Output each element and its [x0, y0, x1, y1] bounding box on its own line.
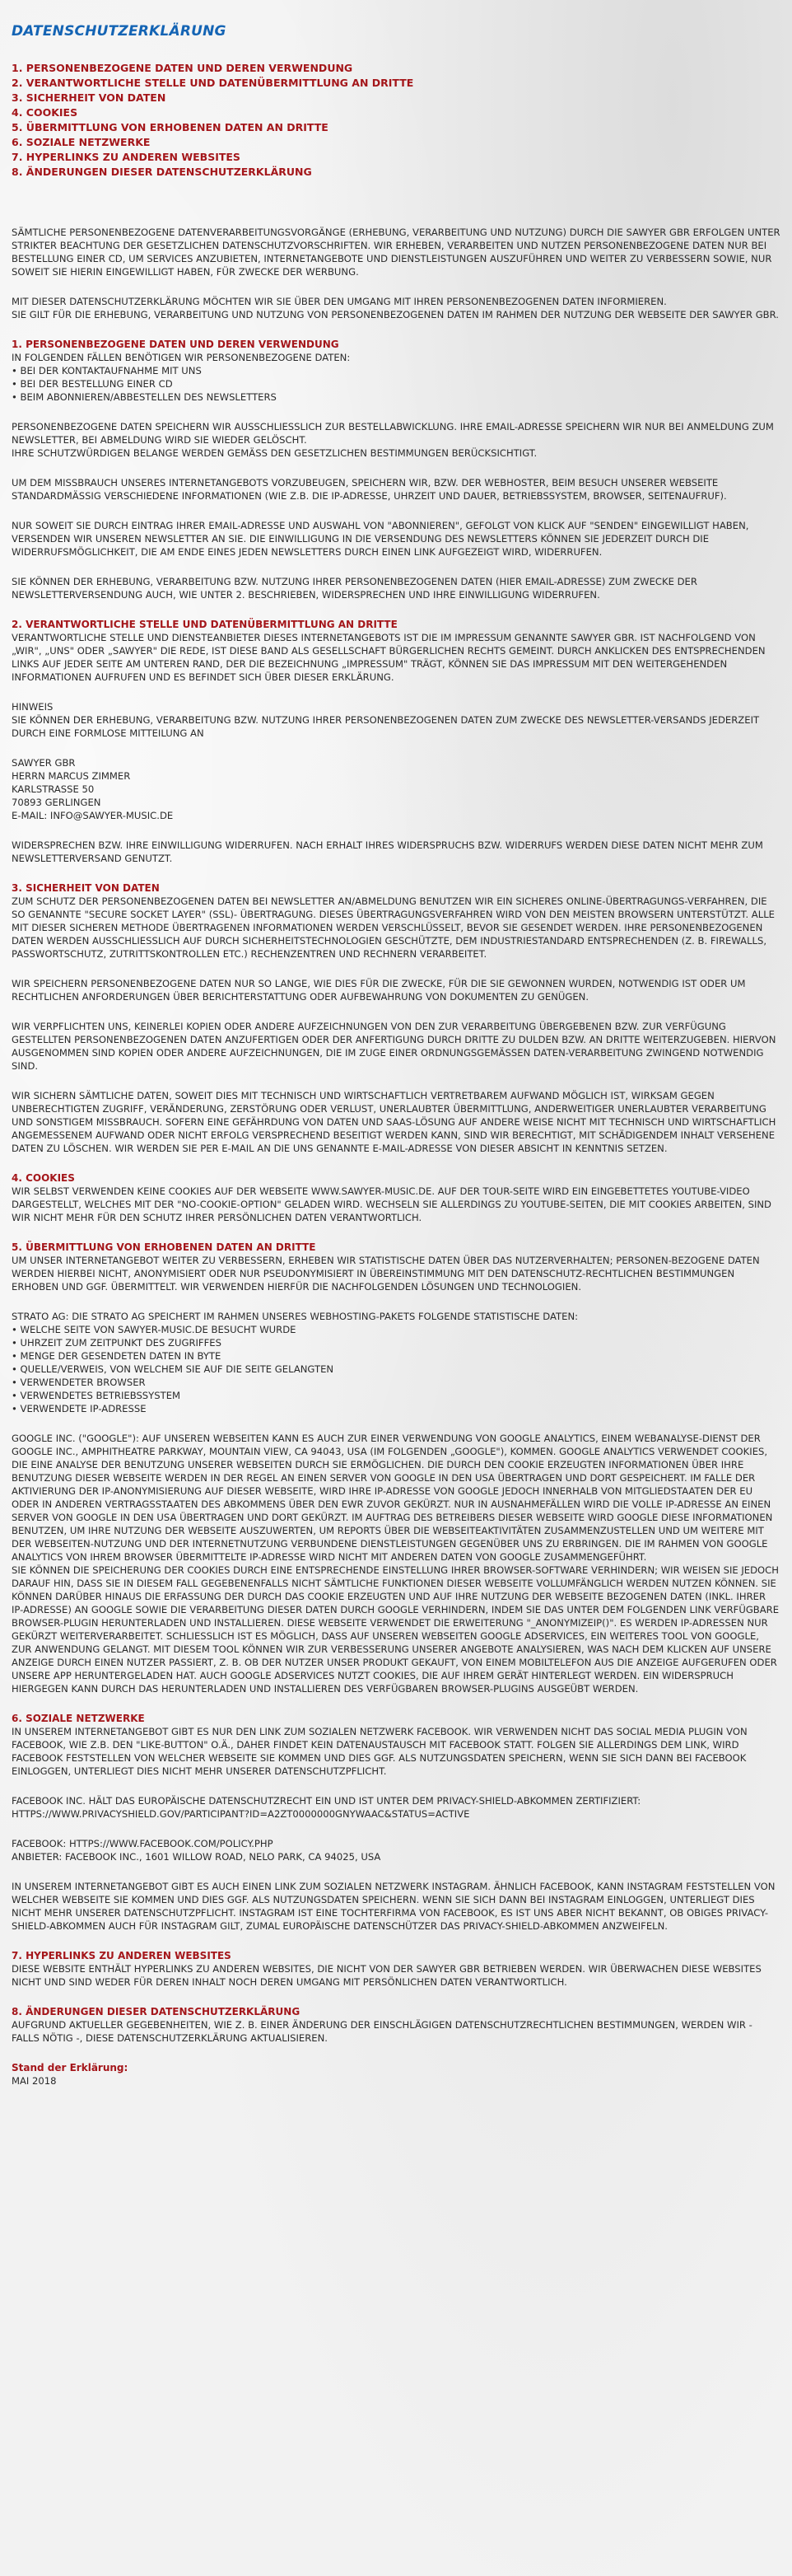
section-text: AUFGRUND AKTUELLER GEGEBENHEITEN, WIE Z. B. EINER ÄNDERUNG DER EINSCHLÄGIGEN DATENSCHUTZRECHTLICHEN BESTIMMUNGEN, WERDEN WIR - FALLS NÖTIG -, DIESE DATENSCHUTZERKLÄRUNG AKTUALISIEREN. [12, 2019, 752, 2044]
intro-text: SÄMTLICHE PERSONENBEZOGENE DATENVERARBEITUNGSVORGÄNGE (ERHEBUNG, VERARBEITUNG UND NUTZUNG) DURCH DIE SAWYER GBR ERFOLGEN UNTER STRIKTER BEACHTUNG DER GESETZLICHEN DATENSCHUTZVORSCHRIFTEN. WIR ERHEBEN, VERARBEITEN UND NUTZEN PERSONENBEZOGENE DATEN NUR BEI BESTELLUNG EINER CD, UM SERVICES ANZUBIETEN, INTERNETANGEBOTE UND DIENSTLEISTUNGEN AUSZUFÜHREN UND WEITER ZU VERBESSERN SOWIE, NUR SOWEIT SIE HIERIN EINGEWILLIGT HABEN, FÜR ZWECKE DER WERBUNG. [12, 227, 780, 278]
intro-paragraph-1 [12, 226, 780, 278]
address-line: HERRN MARCUS ZIMMER [12, 770, 131, 782]
list-item: • QUELLE/VERWEIS, VON WELCHEM SIE AUF DIE SEITE GELANGTEN [12, 1363, 780, 1376]
table-of-contents [12, 61, 780, 180]
toc-item-cookies[interactable]: 4. COOKIES [12, 106, 78, 119]
intro-paragraph-2 [12, 295, 780, 321]
section-data-security [12, 881, 780, 961]
section-text: NUR SOWEIT SIE DURCH EINTRAG IHRER EMAIL-ADRESSE UND AUSWAHL VON "ABONNIEREN", GEFOLGT VON KLICK AUF "SENDEN" EINGEWILLIGT HABEN, VERSENDEN WIR UNSEREN NEWSLETTER AN SIE. DIE EINWILLIGUNG IN DIE VERSENDUNG DES NEWSLETTERS KÖNNEN SIE JEDERZEIT DURCH DIE WIDERRUFSMÖGLICHKEIT, DIE AM ENDE EINES JEDEN NEWSLETTERS DURCH EINEN LINK AUFGEZEIGT WIRD, WIDERRUFEN. [12, 520, 749, 558]
toc-item-data-security[interactable]: 3. SICHERHEIT VON DATEN [12, 91, 166, 104]
toc-item-changes[interactable]: 8. ÄNDERUNGEN DIESER DATENSCHUTZERKLÄRUNG [12, 166, 312, 178]
section-heading: 3. SICHERHEIT VON DATEN [12, 882, 160, 894]
section-text: PERSONENBEZOGENE DATEN SPEICHERN WIR AUSSCHLIESSLICH ZUR BESTELLABWICKLUNG. IHRE EMAIL-ADRESSE SPEICHERN WIR NUR BEI ANMELDUNG ZUM NEWSLETTER, BEI ABMELDUNG WIRD SIE WIEDER GELÖSCHT. IHRE SCHUTZWÜRDIGEN BELANGE WERDEN GEMÄSS DEN GESETZLICHEN BESTIMMUNGEN BERÜCKSICHTIGT. [12, 421, 774, 459]
stand-value: MAI 2018 [12, 2075, 57, 2087]
stand-label: Stand der Erklärung: [12, 2062, 128, 2073]
section-heading: 5. ÜBERMITTLUNG VON ERHOBENEN DATEN AN DRITTE [12, 1241, 316, 1253]
list-item: • VERWENDETES BETRIEBSSYSTEM [12, 1389, 780, 1402]
hinweis-label: HINWEIS [12, 701, 54, 713]
strato-block [12, 1310, 780, 1415]
section-heading: 2. VERANTWORTLICHE STELLE UND DATENÜBERMITTLUNG AN DRITTE [12, 619, 398, 630]
bullet-list [12, 364, 780, 404]
section-text: WIR SPEICHERN PERSONENBEZOGENE DATEN NUR SO LANGE, WIE DIES FÜR DIE ZWECKE, FÜR DIE SIE GEWONNEN WURDEN, NOTWENDIG IST ODER UM RECHTLICHEN ANFORDERUNGEN ÜBER BERICHTERSTATTUNG ODER AUFBEWAHRUNG VON DOKUMENTEN ZU GENÜGEN. [12, 978, 746, 1003]
toc-item-third-party-transfer[interactable]: 5. ÜBERMITTLUNG VON ERHOBENEN DATEN AN DRITTE [12, 121, 328, 133]
email-link[interactable]: E-MAIL: INFO@SAWYER-MUSIC.DE [12, 810, 174, 821]
section-heading: 4. COOKIES [12, 1172, 75, 1184]
list-item: • BEIM ABONNIEREN/ABBESTELLEN DES NEWSLETTERS [12, 390, 780, 404]
section-text: GOOGLE INC. ("GOOGLE"): AUF UNSEREN WEBSEITEN KANN ES AUCH ZUR EINER VERWENDUNG VON GOOGLE ANALYTICS, EINEM WEBANALYSE-DIENST DER GOOGLE INC., AMPHITHEATRE PARKWAY, MOUNTAIN VIEW, CA 94043, USA (IM FOLGENDEN „GOOGLE"), KOMMEN. GOOGLE ANALYTICS VERWENDET COOKIES, DIE EINE ANALYSE DER BENUTZUNG UNSERER WEBSEITEN DURCH SIE ERMÖGLICHEN. DIE DURCH DEN COOKIE ERZEUGTEN INFORMATIONEN ÜBER IHRE BENUTZUNG DIESER WEBSEITE WERDEN IN DER REGEL AN EINEN SERVER VON GOOGLE IN DEN USA ÜBERTRAGEN UND DORT GESPEICHERT. IM FALLE DER AKTIVIERUNG DER IP-ANONYMISIERUNG AUF DIESER WEBSEITE, WIRD IHRE IP-ADRESSE VON GOOGLE JEDOCH INNERHALB VON MITGLIEDSTAATEN DER EU ODER IN ANDEREN VERTRAGSSTAATEN DES ABKOMMENS ÜBER DEN EWR ZUVOR GEKÜRZT. NUR IN AUSNAHMEFÄLLEN WIRD DIE VOLLE IP-ADRESSE AN EINEN SERVER VON GOOGLE IN DEN USA ÜBERTRAGEN UND DORT GEKÜRZT. IM AUFTRAG DES BETREIBERS DIESER WEBSEITE WIRD GOOGLE DIESE INFORMATIONEN BENUTZEN, UM IHRE NUTZUNG DER WEBSEITE AUSZUWERTEN, UM REPORTS ÜBER DIE WEBSEITEAKTIVITÄTEN ZUSAMMENZUSTELLEN UND UM WEITERE MIT DER WEBSEITEN-NUTZUNG UND DER INTERNETNUTZUNG VERBUNDENE DIENSTLEISTUNGEN GEGENÜBER UNS ZU ERBRINGEN. DIE IM RAHMEN VON GOOGLE ANALYTICS VON IHREM BROWSER ÜBERMITTELTE IP-ADRESSE WIRD NICHT MIT ANDEREN DATEN VON GOOGLE ZUSAMMENGEFÜHRT. SIE KÖNNEN DIE SPEICHERUNG DER COOKIES DURCH EINE ENTSPRECHENDE EINSTELLUNG IHRER BROWSER-SOFTWARE VERHINDERN; WIR WEISEN SIE JEDOCH DARAUF HIN, DASS SIE IN DIESEM FALL GEGEBENENFALLS NICHT SÄMTLICHE FUNKTIONEN DIESER WEBSEITE VOLLUMFÄNGLICH WERDEN NUTZEN KÖNNEN. SIE KÖNNEN DARÜBER HINAUS DIE ERFASSUNG DER DURCH DAS COOKIE ERZEUGTEN UND AUF IHRE NUTZUNG DER WEBSEITE BEZOGENEN DATEN (INKL. IHRER IP-ADRESSE) AN GOOGLE SOWIE DIE VERARBEITUNG DIESER DATEN DURCH GOOGLE VERHINDERN, INDEM SIE DAS UNTER DEM FOLGENDEN LINK VERFÜGBARE BROWSER-PLUGIN HERUNTERLADEN UND INSTALLIEREN. DIESE WEBSEITE VERWENDET DIE ERWEITERUNG "_ANONYMIZEIP()". ES WERDEN IP-ADRESSEN NUR GEKÜRZT WEITERVERARBEITET. SCHLIESSLICH IST ES MÖGLICH, DASS AUF UNSEREN WEBSEITEN GOOGLE ADSERVICES, EIN WEITERES TOOL VON GOOGLE, ZUR ANWENDUNG GELANGT. MIT DIESEM TOOL KÖNNEN WIR ZUR VERBESSERUNG UNSERER ANGEBOTE ANALYSIEREN, WAS NACH DEM KLICKEN AUF UNSERE ANZEIGE DURCH EINEN NUTZER PASSIERT, Z. B. OB DER NUTZER UNSER PRODUKT GEKAUFT, VON EINEM MOBILTELEFON AUS DIE ANZEIGE AUFGERUFEN ODER UNSERE APP HERUNTERGELADEN HAT. AUCH GOOGLE ADSERVICES NUTZT COOKIES, DIE AUF IHREM GERÄT HINTERLEGT WERDEN. EIN WIDERSPRUCH HIERGEGEN KANN DURCH DAS HERUNTERLADEN UND INSTALLIEREN DES VERFÜGBAREN BROWSER-PLUGINS AUSGEÜBT WERDEN. [12, 1433, 780, 1695]
section-changes [12, 2005, 780, 2045]
toc-item-personal-data[interactable]: 1. PERSONENBEZOGENE DATEN UND DEREN VERWENDUNG [12, 62, 353, 74]
section-text: VERANTWORTLICHE STELLE UND DIENSTEANBIETER DIESES INTERNETANGEBOTS IST DIE IM IMPRESSUM GENANNTE SAWYER GBR. IST NACHFOLGEND VON „WIR", „UNS" ODER „SAWYER" DIE REDE, IST DIESE BAND ALS GESELLSCHAFT BÜRGERLICHEN RECHTS GEMEINT. DURCH ANKLICKEN DES ENTSPRECHENDEN LINKS AUF JEDER SEITE AM UNTEREN RAND, DER DIE BEZEICHNUNG „IMPRESSUM" TRÄGT, KÖNNEN SIE DAS IMPRESSUM MIT DEN WEITERGEHENDEN INFORMATIONEN AUFRUFEN UND ES BEFINDET SICH ÜBER DIESER ERKLÄRUNG. [12, 632, 766, 683]
section-text: UM UNSER INTERNETANGEBOT WEITER ZU VERBESSERN, ERHEBEN WIR STATISTISCHE DATEN ÜBER DAS NUTZERVERHALTEN; PERSONEN-BEZOGENE DATEN WERDEN HIERBEI NICHT, ANONYMISIERT ODER NUR PSEUDONYMISIERT IN ÜBEREINSTIMMUNG MIT DEN DATENSCHUTZ-RECHTLICHEN BESTIMMUNGEN ERHOBEN UND GGF. ÜBERMITTELT. WIR VERWENDEN HIERFÜR DIE NACHFOLGENDEN LÖSUNGEN UND TECHNOLOGIEN. [12, 1255, 760, 1293]
section-text: FACEBOOK: HTTPS://WWW.FACEBOOK.COM/POLICY.PHP ANBIETER: FACEBOOK INC., 1601 WILLOW ROAD, NELO PARK, CA 94025, USA [12, 1838, 381, 1863]
section-text: WIDERSPRECHEN BZW. IHRE EINWILLIGUNG WIDERRUFEN. NACH ERHALT IHRES WIDERSPRUCHS BZW. WIDERRUFS WERDEN DIESE DATEN NICHT MEHR ZUM NEWSLETTERVERSAND GENUTZT. [12, 839, 763, 864]
toc-item-responsible-party[interactable]: 2. VERANTWORTLICHE STELLE UND DATENÜBERMITTLUNG AN DRITTE [12, 77, 414, 89]
section-social-networks [12, 1712, 780, 1778]
section-text: WIR SELBST VERWENDEN KEINE COOKIES AUF DER WEBSEITE WWW.SAWYER-MUSIC.DE. AUF DER TOUR-SEITE WIRD EIN EINGEBETTETES YOUTUBE-VIDEO DARGESTELLT, WELCHES MIT DER "NO-COOKIE-OPTION" GELADEN WIRD. WECHSELN SIE ALLERDINGS ZU YOUTUBE-SEITEN, DIE MIT COOKIES ARBEITEN, SIND WIR NICHT MEHR FÜR DEN SCHUTZ IHRER PERSÖNLICHEN DATEN VERANTWORTLICH. [12, 1185, 771, 1223]
section-text: IN UNSEREM INTERNETANGEBOT GIBT ES NUR DEN LINK ZUM SOZIALEN NETZWERK FACEBOOK. WIR VERWENDEN NICHT DAS SOCIAL MEDIA PLUGIN VON FACEBOOK, WIE Z.B. DEN "LIKE-BUTTON" O.Ä., DAHER FINDET KEIN DATENAUSTAUSCH MIT FACEBOOK STATT. FOLGEN SIE ALLERDINGS DEM LINK, WIRD FACEBOOK FESTSTELLEN VON WELCHER WEBSEITE SIE KOMMEN UND DIES GGF. ALS NUTZUNGSDATEN SPEICHERN, WENN SIE SICH DANN BEI FACEBOOK EINLOGGEN, UNTERLIEGT DIES NICHT MEHR UNSERER DATENSCHUTZPFLICHT. [12, 1726, 748, 1777]
section-text: IN UNSEREM INTERNETANGEBOT GIBT ES AUCH EINEN LINK ZUM SOZIALEN NETZWERK INSTAGRAM. ÄHNLICH FACEBOOK, KANN INSTAGRAM FESTSTELLEN VON WELCHER WEBSEITE SIE KOMMEN UND DIES GGF. ALS NUTZUNGSDATEN SPEICHERN. WENN SIE SICH DANN BEI INSTAGRAM EINLOGGEN, UNTERLIEGT DIES NICHT MEHR UNSERER DATENSCHUTZPFLICHT. INSTAGRAM IST EINE TOCHTERFIRMA VON FACEBOOK, ES IST UNS ABER NICHT BEKANNT, OB OBIGES PRIVACY-SHIELD-ABKOMMEN AUCH FÜR INSTAGRAM GILT, ZUMAL EUROPÄISCHE DATENSCHÜTZER DAS PRIVACY-SHIELD-ABKOMMEN ANZWEIFELN. [12, 1881, 776, 1932]
section-text: WIR VERPFLICHTEN UNS, KEINERLEI KOPIEN ODER ANDERE AUFZEICHNUNGEN VON DEN ZUR VERARBEITUNG ÜBERGEBENEN BZW. ZUR VERFÜGUNG GESTELLTEN PERSONENBEZOGENEN DATEN ANZUFERTIGEN ODER DER ANFERTIGUNG DURCH DRITTE ZU DULDEN BZW. AN DRITTE WEITERZUGEBEN. HIERVON AUSGENOMMEN SIND KOPIEN ODER ANDERE AUFZEICHNUNGEN, DIE IM ZUGE EINER ORDNUNGSGEMÄSSEN DATEN-VERARBEITUNG ZWINGEND NOTWENDIG SIND. [12, 1021, 776, 1072]
intro-text: MIT DIESER DATENSCHUTZERKLÄRUNG MÖCHTEN WIR SIE ÜBER DEN UMGANG MIT IHREN PERSONENBEZOGENEN DATEN INFORMIEREN. SIE GILT FÜR DIE ERHEBUNG, VERARBEITUNG UND NUTZUNG VON PERSONENBEZOGENEN DATEN IM RAHMEN DER NUTZUNG DER WEBSEITE DER SAWYER GBR. [12, 296, 779, 320]
list-item: • WELCHE SEITE VON SAWYER-MUSIC.DE BESUCHT WURDE [12, 1323, 780, 1336]
section-heading: 6. SOZIALE NETZWERKE [12, 1713, 145, 1724]
address-line: SAWYER GBR [12, 757, 76, 769]
toc-item-hyperlinks[interactable]: 7. HYPERLINKS ZU ANDEREN WEBSITES [12, 151, 240, 163]
list-item: • MENGE DER GESENDETEN DATEN IN BYTE [12, 1349, 780, 1363]
section-text: ZUM SCHUTZ DER PERSONENBEZOGENEN DATEN BEI NEWSLETTER AN/ABMELDUNG BENUTZEN WIR EIN SICHERES ONLINE-ÜBERTRAGUNGS-VERFAHREN, DIE SO GENANNTE "SECURE SOCKET LAYER" (SSL)- ÜBERTRAGUNG. DIESES ÜBERTRAGUNGSVERFAHREN WIRD VON DEN MEISTEN BROWSERN UNTERSTÜTZT. ALLE MIT DIESER SICHEREN METHODE ÜBERTRAGENEN INFORMATIONEN WERDEN VERSCHLÜSSELT, BEVOR SIE GESENDET WERDEN. IHRE PERSONENBEZOGENEN DATEN WERDEN AUSSCHLIESSLICH AUF DURCH SICHERHEITSTECHNOLOGIEN GESCHÜTZTE, DEM INDUSTRIESTANDARD ENTSPRECHENDEN (Z. B. FIREWALLS, PASSWORTSCHUTZ, ZUTRITTSKONTROLLEN ETC.) RECHENZENTREN UND RECHNERN VERARBEITET. [12, 895, 775, 960]
section-personal-data [12, 338, 780, 404]
section-third-party-transfer [12, 1241, 780, 1293]
section-text: WIR SICHERN SÄMTLICHE DATEN, SOWEIT DIES MIT TECHNISCH UND WIRTSCHAFTLICH VERTRETBAREM AUFWAND MÖGLICH IST, WIRKSAM GEGEN UNBERECHTIGTEN ZUGRIFF, VERÄNDERUNG, ZERSTÖRUNG ODER VERLUST, UNERLAUBTER ÜBERMITTLUNG, ANDERWEITIGER UNERLAUBTER VERARBEITUNG UND SONSTIGEM MISSBRAUCH. SOFERN EINE GEFÄHRDUNG VON DATEN UND SAAS-LÖSUNG AUF ANDERE WEISE NICHT MIT TECHNISCH UND WIRTSCHAFTLICH ANGEMESSENEM AUFWAND ODER NICHT ERFOLG VERSPRECHEND BESEITIGT WERDEN KANN, SIND WIR BERECHTIGT, MIT SCHÄDIGENDEM INHALT VERSEHENE DATEN ZU LÖSCHEN. WIR WERDEN SIE PER E-MAIL AN DIE UNS GENANNTE E-MAIL-ADRESSE VON DIESER ABSICHT IN KENNTNIS SETZEN. [12, 1090, 776, 1154]
hinweis-block [12, 700, 780, 740]
address-line: KARLSTRASSE 50 [12, 783, 95, 795]
section-text: IN FOLGENDEN FÄLLEN BENÖTIGEN WIR PERSONENBEZOGENE DATEN: [12, 352, 351, 363]
page-title: DATENSCHUTZERKLÄRUNG [12, 23, 226, 40]
section-hyperlinks [12, 1949, 780, 1989]
section-text: DIESE WEBSITE ENTHÄLT HYPERLINKS ZU ANDEREN WEBSITES, DIE NICHT VON DER SAWYER GBR BETRIEBEN WERDEN. WIR ÜBERWACHEN DIESE WEBSITES NICHT UND SIND WEDER FÜR DEREN INHALT NOCH DEREN UMGANG MIT PERSÖNLICHEN DATEN VERANTWORTLICH. [12, 1963, 762, 1988]
bullet-list [12, 1323, 780, 1415]
section-text: FACEBOOK INC. HÄLT DAS EUROPÄISCHE DATENSCHUTZRECHT EIN UND IST UNTER DEM PRIVACY-SHIELD-ABKOMMEN ZERTIFIZIERT: HTTPS://WWW.PRIVACYSHIELD.GOV/PARTICIPANT?ID=A2ZT0000000GNYWAAC&STATUS=ACTIVE [12, 1795, 641, 1820]
stand-block [12, 2061, 780, 2087]
section-heading: 8. ÄNDERUNGEN DIESER DATENSCHUTZERKLÄRUNG [12, 2006, 300, 2017]
list-item: • VERWENDETE IP-ADRESSE [12, 1402, 780, 1415]
section-text: SIE KÖNNEN DER ERHEBUNG, VERARBEITUNG BZW. NUTZUNG IHRER PERSONENBEZOGENEN DATEN (HIER EMAIL-ADRESSE) ZUM ZWECKE DER NEWSLETTERVERSENDUNG AUCH, WIE UNTER 2. BESCHRIEBEN, WIDERSPRECHEN UND IHRE EINWILLIGUNG WIDERRUFEN. [12, 576, 697, 601]
section-heading: 1. PERSONENBEZOGENE DATEN UND DEREN VERWENDUNG [12, 339, 339, 350]
section-cookies [12, 1171, 780, 1224]
list-item: • BEI DER BESTELLUNG EINER CD [12, 377, 780, 390]
section-text: UM DEM MISSBRAUCH UNSERES INTERNETANGEBOTS VORZUBEUGEN, SPEICHERN WIR, BZW. DER WEBHOSTER, BEIM BESUCH UNSERER WEBSEITE STANDARDMÄSSIG VERSCHIEDENE INFORMATIONEN (WIE Z.B. DIE IP-ADRESSE, UHRZEIT UND DAUER, BETRIEBSSYSTEM, BROWSER, SEITENAUFRUF). [12, 477, 727, 502]
list-item: • VERWENDETER BROWSER [12, 1376, 780, 1389]
toc-item-social-networks[interactable]: 6. SOZIALE NETZWERKE [12, 136, 151, 148]
address-line: 70893 GERLINGEN [12, 797, 101, 808]
section-responsible-party [12, 618, 780, 684]
section-text: SIE KÖNNEN DER ERHEBUNG, VERARBEITUNG BZW. NUTZUNG IHRER PERSONENBEZOGENEN DATEN ZUM ZWECKE DES NEWSLETTER-VERSANDS JEDERZEIT DURCH EINE FORMLOSE MITTEILUNG AN [12, 714, 760, 739]
section-heading: 7. HYPERLINKS ZU ANDEREN WEBSITES [12, 1950, 231, 1961]
contact-address [12, 756, 780, 822]
section-text: STRATO AG: DIE STRATO AG SPEICHERT IM RAHMEN UNSERES WEBHOSTING-PAKETS FOLGENDE STATISTISCHE DATEN: [12, 1311, 579, 1322]
list-item: • BEI DER KONTAKTAUFNAHME MIT UNS [12, 364, 780, 377]
list-item: • UHRZEIT ZUM ZEITPUNKT DES ZUGRIFFES [12, 1336, 780, 1349]
